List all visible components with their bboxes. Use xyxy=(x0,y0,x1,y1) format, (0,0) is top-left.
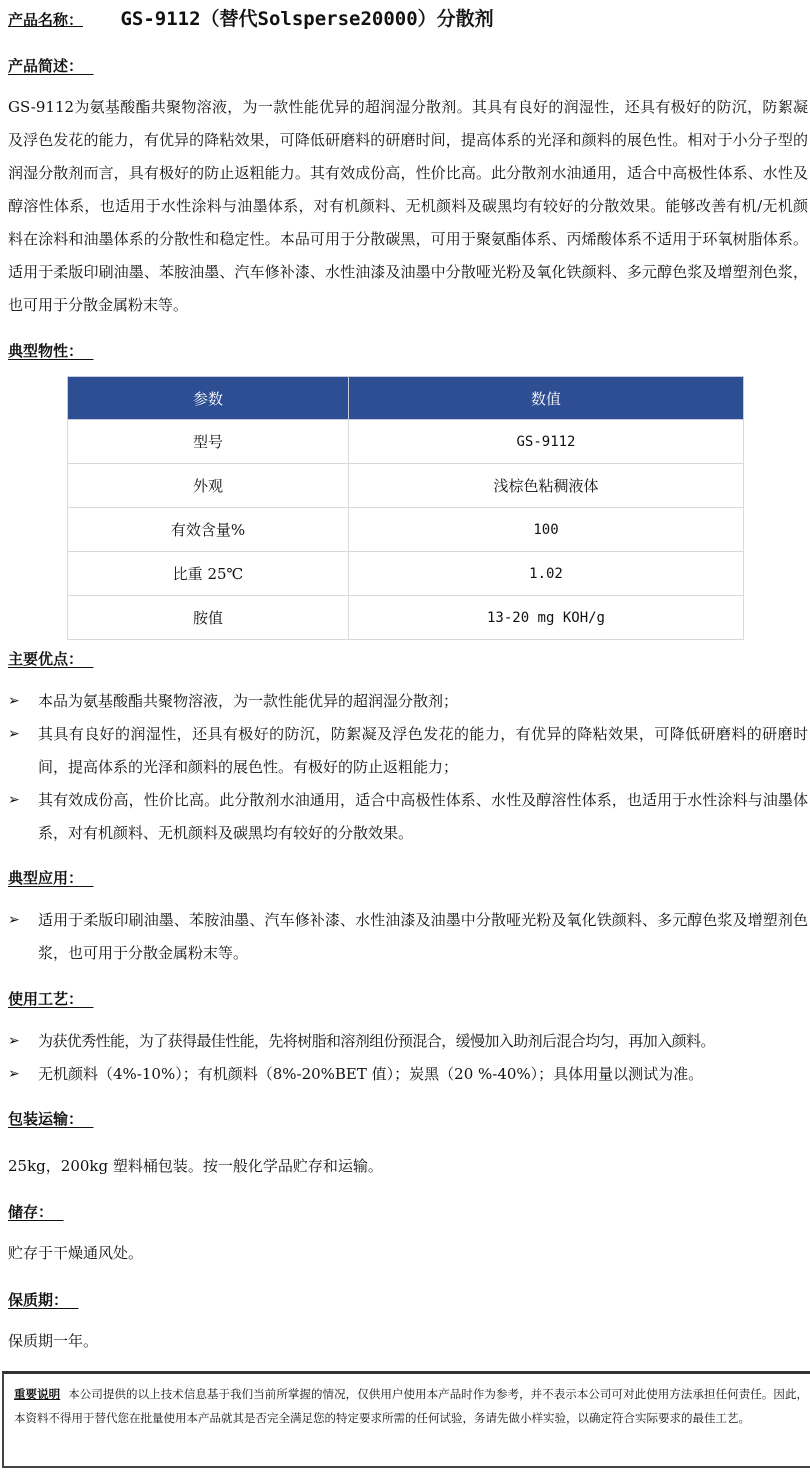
param-cell: 有效含量% xyxy=(68,508,349,552)
value-cell: 13-20 mg KOH/g xyxy=(349,596,744,640)
list-item xyxy=(8,1025,808,1058)
shelf-life-heading: 保质期： xyxy=(8,1291,69,1309)
value-cell: 100 xyxy=(349,508,744,552)
list-item xyxy=(8,904,808,970)
table-row xyxy=(68,420,744,464)
header-param: 参数 xyxy=(68,377,349,420)
param-cell: 胺值 xyxy=(68,596,349,640)
list-item xyxy=(8,784,808,850)
applications-list xyxy=(8,904,808,970)
storage-text: 贮存于干燥通风处。 xyxy=(8,1244,144,1262)
list-item-text: 其具有良好的润湿性，还具有极好的防沉，防絮凝及浮色发花的能力，有优异的降粘效果，可降低研磨料的研磨时间，提高体系的光泽和颜料的展色性。有极好的防止返粗能力； xyxy=(38,725,808,776)
list-item-text: 本品为氨基酸酯共聚物溶液，为一款性能优异的超润湿分散剂； xyxy=(38,692,459,710)
packaging-text: 25kg，200kg 塑料桶包装。按一般化学品贮存和运输。 xyxy=(8,1157,383,1175)
list-item xyxy=(8,685,808,718)
list-item xyxy=(8,718,808,784)
arrow-bullet-icon: ➢ xyxy=(8,693,20,709)
param-cell: 比重 25℃ xyxy=(68,552,349,596)
list-item xyxy=(8,1058,808,1091)
table-row xyxy=(68,464,744,508)
shelf-life-text: 保质期一年。 xyxy=(8,1332,99,1350)
value-cell: GS-9112 xyxy=(349,420,744,464)
important-notice xyxy=(2,1371,810,1468)
table-row xyxy=(68,596,744,640)
list-item-text: 其有效成份高，性价比高。此分散剂水油通用，适合中高极性体系、水性及醇溶性体系，也适用于水性涂料与油墨体系，对有机颜料、无机颜料及碳黑均有较好的分散效果。 xyxy=(38,791,808,842)
advantages-heading: 主要优点： xyxy=(8,650,84,668)
table-header-row xyxy=(68,377,744,420)
applications-heading: 典型应用： xyxy=(8,869,84,887)
list-item-text: 无机颜料（4%-10%）；有机颜料（8%-20%BET 值）；炭黑（20 %-40%）；具体用量以测试为准。 xyxy=(38,1065,704,1083)
process-list xyxy=(8,1025,808,1091)
arrow-bullet-icon: ➢ xyxy=(8,726,20,742)
product-title xyxy=(8,4,494,30)
value-cell: 浅棕色粘稠液体 xyxy=(349,464,744,508)
param-cell: 型号 xyxy=(68,420,349,464)
table-row xyxy=(68,552,744,596)
header-value: 数值 xyxy=(349,377,744,420)
table-row xyxy=(68,508,744,552)
storage-heading: 储存： xyxy=(8,1203,54,1221)
packaging-heading: 包装运输： xyxy=(8,1110,84,1128)
param-cell: 外观 xyxy=(68,464,349,508)
list-item-text: 为获优秀性能，为了获得最佳性能，先将树脂和溶剂组份预混合，缓慢加入助剂后混合均匀，再加入颜料。 xyxy=(38,1032,715,1050)
notice-label: 重要说明 xyxy=(14,1387,61,1401)
value-cell: 1.02 xyxy=(349,552,744,596)
properties-heading: 典型物性： xyxy=(8,342,84,360)
process-heading: 使用工艺： xyxy=(8,990,84,1008)
product-name-label: 产品名称： xyxy=(8,11,84,29)
description-text: GS-9112为氨基酸酯共聚物溶液，为一款性能优异的超润湿分散剂。其具有良好的润湿性，还具有极好的防沉，防絮凝及浮色发花的能力，有优异的降粘效果，可降低研磨料的研磨时间，提高体系的光泽和颜料的展色性。相对于小分子型的润湿分散剂而言，具有极好的防止返粗能力。其有效成份高，性价比高。此分散剂水油通用，适合中高极性体系、水性及醇溶性体系，也适用于水性涂料与油墨体系，对有机颜料、无机颜料及碳黑均有较好的分散效果。能够改善有机/无机颜料在涂料和油墨体系的分散性和稳定性。本品可用于分散碳黑，可用于聚氨酯体系、丙烯酸体系不适用于环氧树脂体系。适用于柔版印刷油墨、苯胺油墨、汽车修补漆、水性油漆及油墨中分散哑光粉及氧化铁颜料、多元醇色浆及增塑剂色浆，也可用于分散金属粉末等。 xyxy=(8,98,808,314)
notice-text: 本公司提供的以上技术信息基于我们当前所掌握的情况，仅供用户使用本产品时作为参考，并不表示本公司可对此使用方法承担任何责任。因此，本资料不得用于替代您在批量使用本产品就其是否完全满足您的特定要求所需的任何试验，务请先做小样实验，以确定符合实际要求的最佳工艺。 xyxy=(14,1387,809,1425)
product-name: GS-9112（替代Solsperse20000）分散剂 xyxy=(120,8,494,30)
advantages-list xyxy=(8,685,808,850)
arrow-bullet-icon: ➢ xyxy=(8,792,20,808)
list-item-text: 适用于柔版印刷油墨、苯胺油墨、汽车修补漆、水性油漆及油墨中分散哑光粉及氧化铁颜料、多元醇色浆及增塑剂色浆，也可用于分散金属粉末等。 xyxy=(38,911,808,962)
arrow-bullet-icon: ➢ xyxy=(8,912,20,928)
arrow-bullet-icon: ➢ xyxy=(8,1033,20,1049)
properties-table xyxy=(67,376,744,640)
arrow-bullet-icon: ➢ xyxy=(8,1066,20,1082)
description-heading: 产品简述： xyxy=(8,57,84,75)
